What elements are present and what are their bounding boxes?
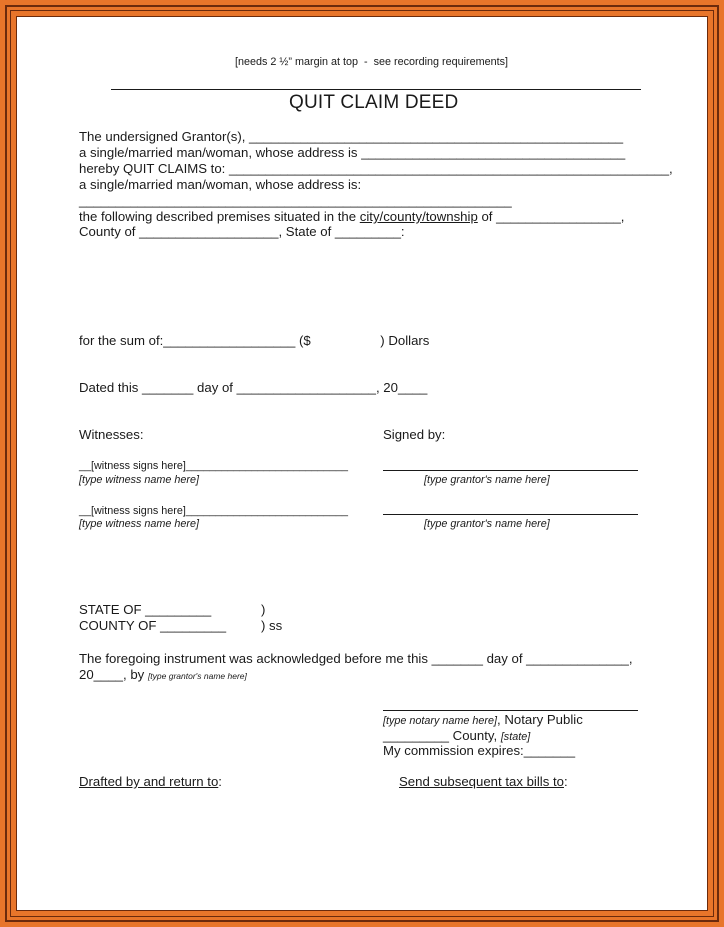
commission-line: My commission expires:_______ <box>383 743 576 758</box>
notary-county-text: _________ County, <box>383 728 501 743</box>
foregoing-line: The foregoing instrument was acknowledged before me this _______ day of ______________, <box>79 651 633 666</box>
notary-name-hint: [type notary name here] <box>383 715 498 727</box>
notary-state-hint: [state] <box>500 731 531 743</box>
grantor-name-2: [type grantor's name here] <box>424 518 550 530</box>
header-note: [needs 2 ½” margin at top - see recording requirements] <box>235 56 509 68</box>
grantor-signature-line-1 <box>383 470 638 471</box>
county-ss: ) ss <box>261 618 283 633</box>
witness-name-1: [type witness name here] <box>79 474 200 486</box>
send-tax-bills-label: Send subsequent tax bills to <box>399 774 564 789</box>
premises-line <box>79 209 624 225</box>
grantor-signature-line-2 <box>383 514 638 515</box>
document-title: QUIT CLAIM DEED <box>289 92 459 113</box>
premises-suffix: of _________________, <box>477 209 625 224</box>
dated-line: Dated this _______ day of ___________________, 20____ <box>79 380 428 395</box>
grantor-line: The undersigned Grantor(s), ___________________________________________________ <box>79 129 624 144</box>
grantee-address-blank: ___________________________________________________________ <box>79 193 512 208</box>
notary-name-line <box>383 712 583 729</box>
premises-prefix: the following described premises situated in the <box>79 209 360 224</box>
witnesses-label: Witnesses: <box>79 427 144 442</box>
grantor-name-1: [type grantor's name here] <box>424 474 550 486</box>
document-page <box>16 16 708 911</box>
premises-jurisdiction: city/county/township <box>359 209 478 224</box>
grantor-address-line: a single/married man/woman, whose address is ____________________________________ <box>79 145 626 160</box>
county-state-line: County of ___________________, State of _________: <box>79 224 405 239</box>
drafted-by-colon: : <box>218 774 222 789</box>
drafted-by-label: Drafted by and return to <box>79 774 219 789</box>
notary-public-label: , Notary Public <box>497 712 583 727</box>
county-of-line: COUNTY OF _________ <box>79 618 227 633</box>
sum-line: for the sum of:__________________ ($ ) Dollars <box>79 333 430 348</box>
grantee-address-line: a single/married man/woman, whose address is: <box>79 177 362 192</box>
year-by-text: 20____, by <box>79 667 145 682</box>
notary-signature-line <box>383 710 638 711</box>
witness-sign-line-1: __[witness signs here]___________________________ <box>79 460 348 472</box>
send-tax-bills-line <box>399 774 568 790</box>
year-by-line <box>79 667 247 684</box>
witness-sign-line-2: __[witness signs here]___________________________ <box>79 505 348 517</box>
quit-claims-line: hereby QUIT CLAIMS to: ____________________________________________________________, <box>79 161 673 176</box>
witness-name-2: [type witness name here] <box>79 518 200 530</box>
drafted-by-line <box>79 774 222 790</box>
state-of-line: STATE OF _________ <box>79 602 212 617</box>
title-rule <box>111 89 641 90</box>
year-by-grantor-hint: [type grantor's name here] <box>147 671 247 681</box>
send-tax-bills-colon: : <box>563 774 568 789</box>
state-paren: ) <box>261 602 266 617</box>
signed-by-label: Signed by: <box>383 427 446 442</box>
